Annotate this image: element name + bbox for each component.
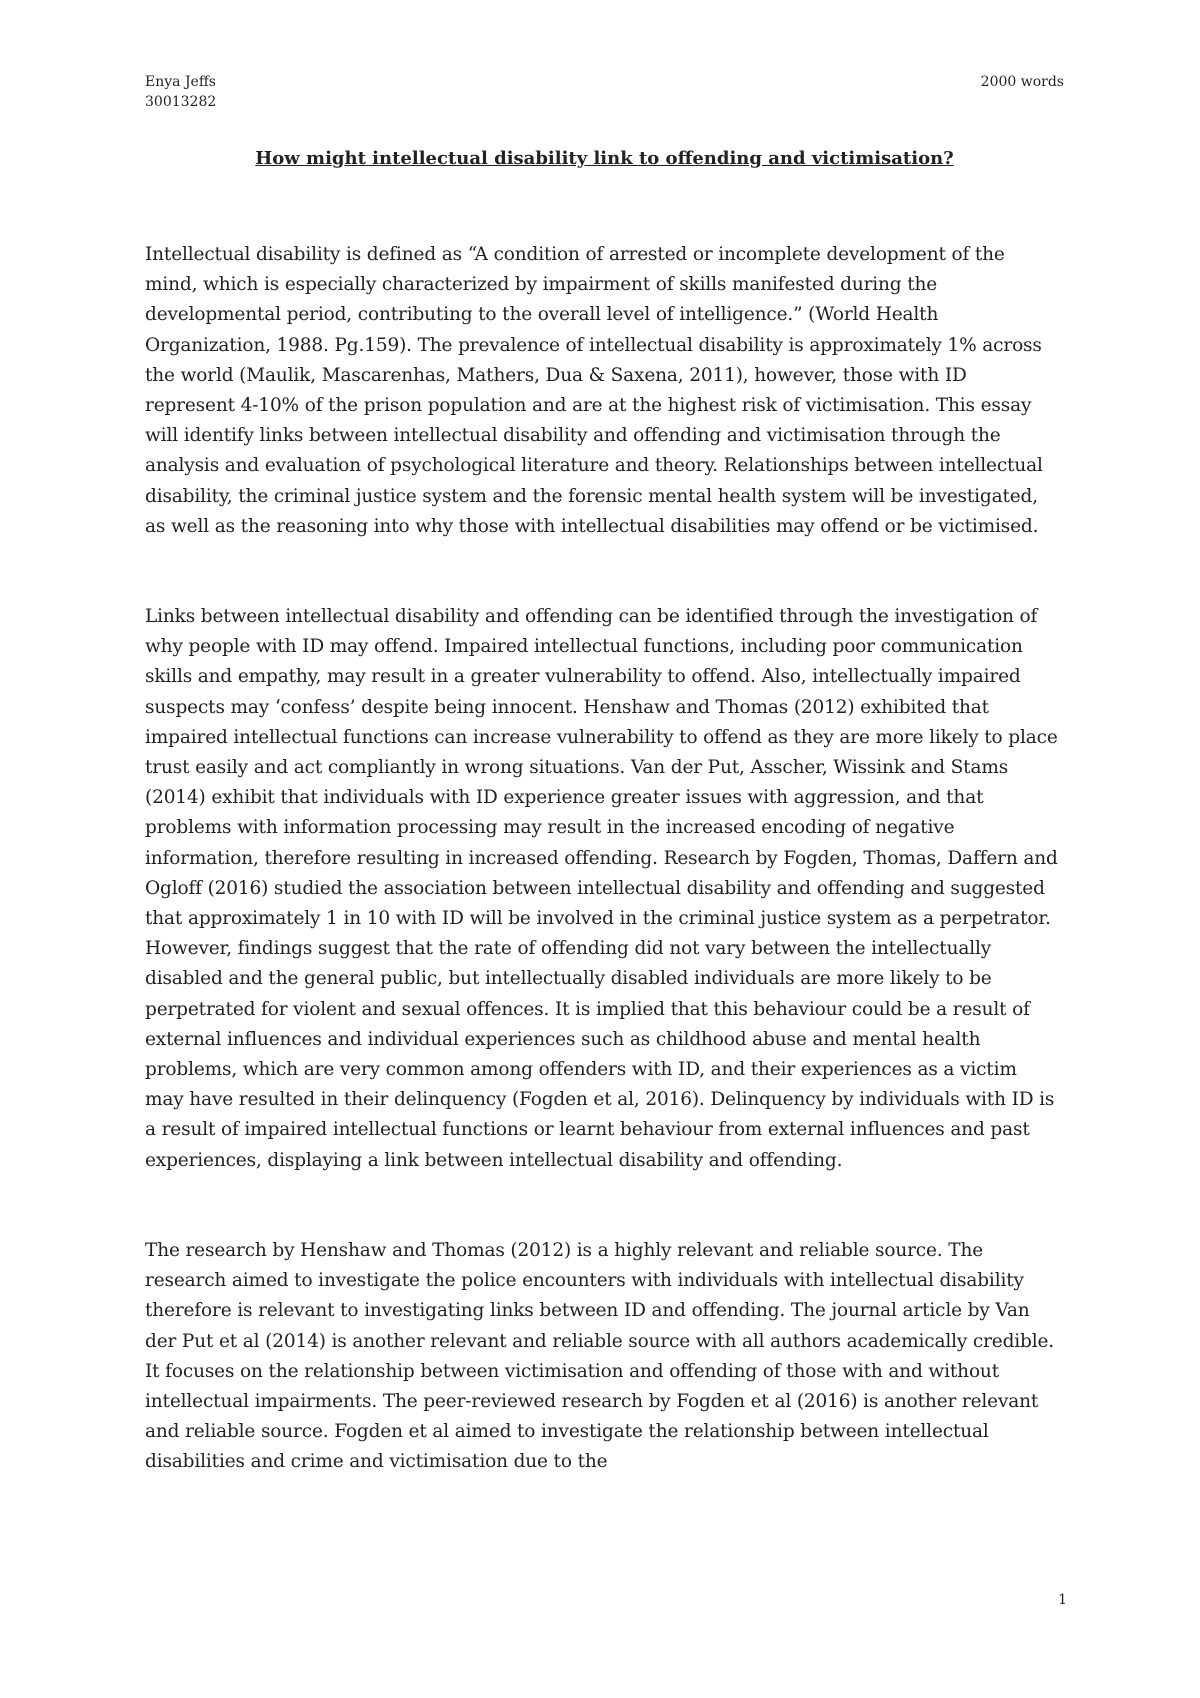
document-body	[145, 240, 1060, 1478]
paragraph-offending: Links between intellectual disability and offending can be identified through the investigation of why people with ID may offend. Impaired intellectual functions, including poor communication skills and empathy, may result in a greater vulnerability to offend. Also, intellectually impaired suspects may ‘confess’ despite being innocent. Henshaw and Thomas (2012) exhibited that impaired intellectual functions can increase vulnerability to offend as they are more likely to place trust easily and act compliantly in wrong situations. Van der Put, Asscher, Wissink and Stams (2014) exhibit that individuals with ID experience greater issues with aggression, and that problems with information processing may result in the increased encoding of negative information, therefore resulting in increased offending. Research by Fogden, Thomas, Daffern and Ogloff (2016) studied the association between intellectual disability and offending and suggested that approximately 1 in 10 with ID will be involved in the criminal justice system as a perpetrator. However, findings suggest that the rate of offending did not vary between the intellectually disabled and the general public, but intellectually disabled individuals are more likely to be perpetrated for violent and sexual offences. It is implied that this behaviour could be a result of external influences and individual experiences such as childhood abuse and mental health problems, which are very common among offenders with ID, and their experiences as a victim may have resulted in their delinquency (Fogden et al, 2016). Delinquency by individuals with ID is a result of impaired intellectual functions or learnt behaviour from external influences and past experiences, displaying a link between intellectual disability and offending.	[145, 606, 1058, 1171]
paragraph-intro: Intellectual disability is defined as “A condition of arrested or incomplete development of the mind, which is especially characterized by impairment of skills manifested during the developmental period, contributing to the overall level of intelligence.” (World Health Organization, 1988. Pg.159). The prevalence of intellectual disability is approximately 1% across the world (Maulik, Mascarenhas, Mathers, Dua & Saxena, 2011), however, those with ID represent 4-10% of the prison population and are at the highest risk of victimisation. This essay will identify links between intellectual disability and offending and victimisation through the analysis and evaluation of psychological literature and theory. Relationships between intellectual disability, the criminal justice system and the forensic mental health system will be investigated, as well as the reasoning into why those with intellectual disabilities may offend or be victimised.	[145, 244, 1043, 537]
author-block	[145, 72, 216, 112]
word-count: 2000 words	[980, 74, 1064, 90]
paragraph-evaluation: The research by Henshaw and Thomas (2012) is a highly relevant and reliable source. The research aimed to investigate the police encounters with individuals with intellectual disability therefore is relevant to investigating links between ID and offending. The journal article by Van der Put et al (2014) is another relevant and reliable source with all authors academically credible. It focuses on the relationship between victimisation and offending of those with and without intellectual impairments. The peer-reviewed research by Fogden et al (2016) is another relevant and reliable source. Fogden et al aimed to investigate the relationship between intellectual disabilities and crime and victimisation due to the	[145, 1239, 1055, 1473]
document-title: How might intellectual disability link to offending and victimisation?	[255, 148, 954, 169]
author-name: Enya Jeffs	[145, 74, 216, 90]
student-id: 30013282	[145, 94, 217, 110]
page-number: 1	[1058, 1592, 1067, 1608]
